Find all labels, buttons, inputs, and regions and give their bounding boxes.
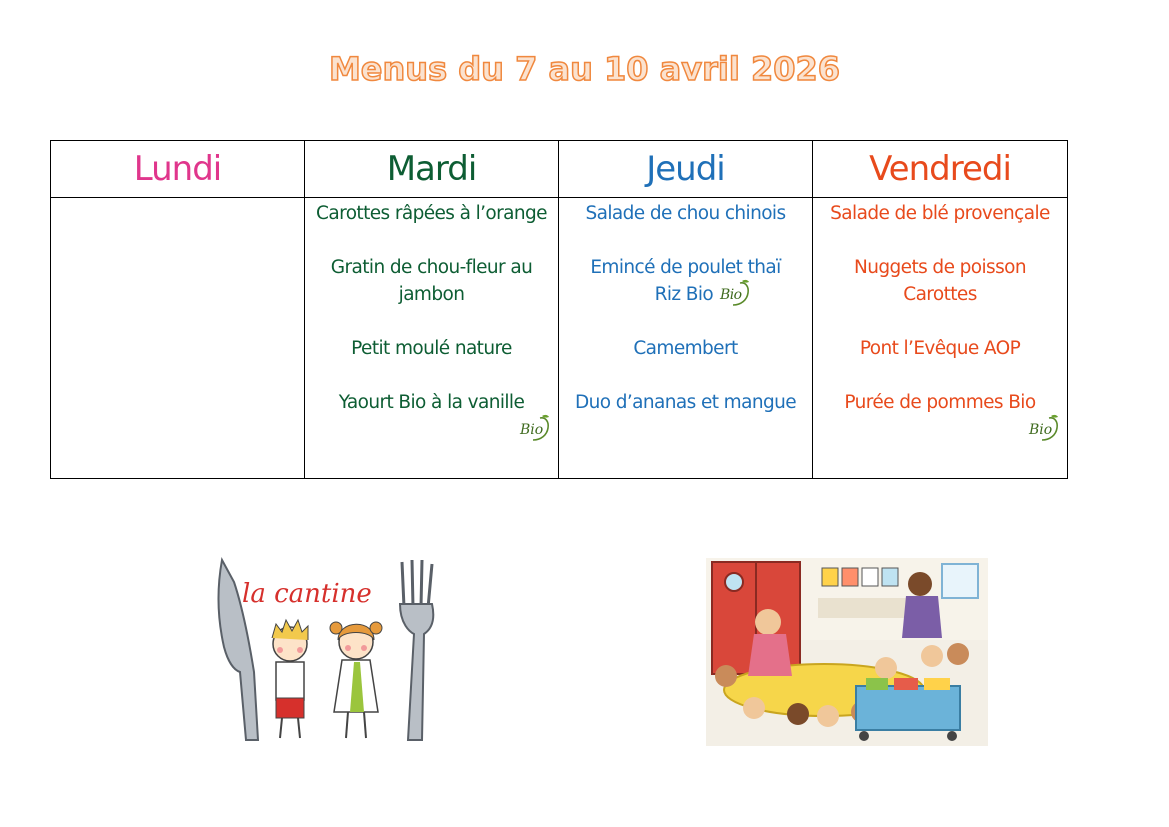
menu-item-cheese: Camembert (633, 338, 738, 359)
menu-item-dessert: Purée de pommes Bio (844, 392, 1036, 413)
day-header-jeudi: Jeudi (559, 141, 813, 198)
menu-item-main: Gratin de chou-fleur au jambon (330, 257, 533, 305)
menu-item-starter: Salade de chou chinois (585, 203, 786, 224)
header-row (51, 141, 1068, 198)
menu-cell-jeudi (559, 198, 813, 479)
menu-item-dessert: Yaourt Bio à la vanille (338, 392, 525, 413)
bio-logo-text: Bio (1029, 422, 1053, 438)
menu-item-main (817, 254, 1063, 308)
day-header-vendredi: Vendredi (813, 141, 1068, 198)
day-header-lundi: Lundi (51, 141, 305, 198)
menu-table (50, 140, 1068, 479)
bio-logo-text: Bio (720, 287, 742, 303)
menu-item-side: Carottes (903, 284, 977, 305)
page-title: Menus du 7 au 10 avril 2026 (328, 50, 841, 88)
bio-logo-text: Bio (520, 422, 544, 438)
menu-row (51, 198, 1068, 479)
la-cantine-text: la cantine (242, 579, 372, 609)
menu-item-dessert: Duo d’ananas et mangue (574, 392, 797, 413)
bio-logo-icon (718, 278, 752, 308)
menu-item-starter: Carottes râpées à l’orange (316, 203, 547, 224)
canteen-scene-illustration (706, 558, 988, 746)
menu-item-main-line1: Nuggets de poisson (854, 257, 1026, 278)
bio-logo-icon (1027, 413, 1061, 443)
menu-item-main-line1: Emincé de poulet thaï (590, 257, 781, 278)
day-header-mardi: Mardi (305, 141, 559, 198)
menu-item-side: Riz Bio (654, 284, 714, 305)
menu-item-starter: Salade de blé provençale (830, 203, 1050, 224)
menu-cell-vendredi (813, 198, 1068, 479)
menu-item-cheese: Pont l’Evêque AOP (859, 338, 1021, 359)
menu-cell-lundi (51, 198, 305, 479)
la-cantine-illustration (214, 552, 446, 746)
menu-item-main (563, 254, 808, 308)
menu-cell-mardi (305, 198, 559, 479)
menu-item-cheese: Petit moulé nature (351, 338, 512, 359)
bio-logo-icon (518, 413, 552, 443)
